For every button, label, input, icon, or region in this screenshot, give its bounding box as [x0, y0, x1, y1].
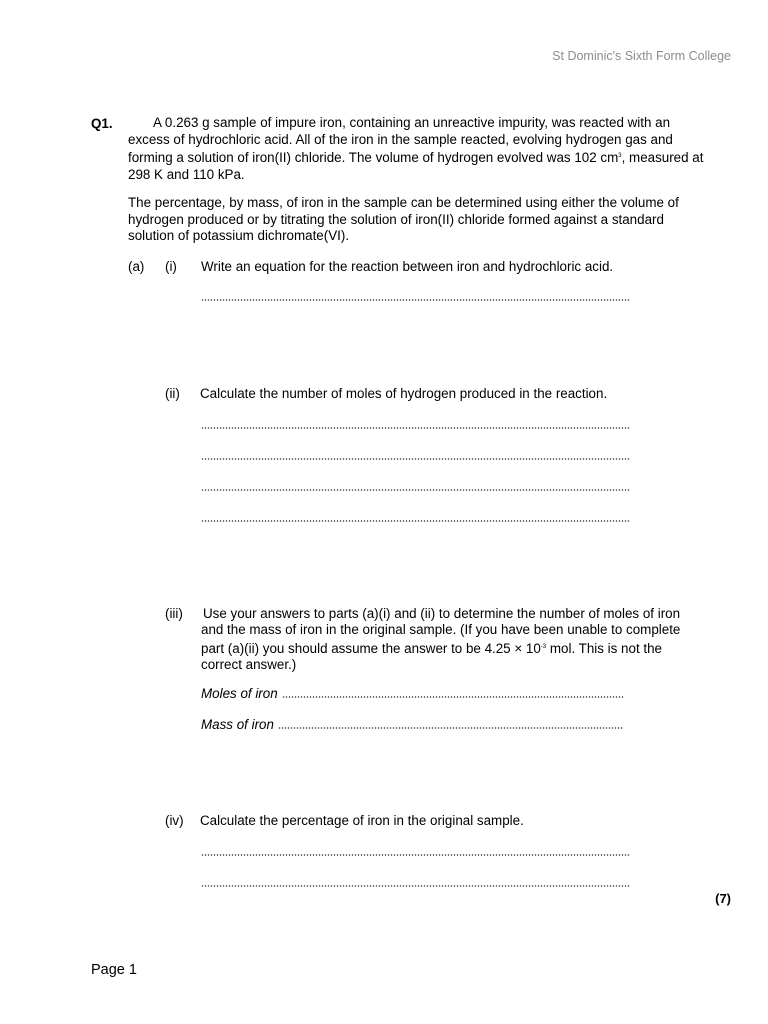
part-a-label: (a): [128, 259, 145, 274]
sub-iii-text: [201, 606, 696, 674]
question-intro: [128, 115, 708, 183]
answer-line-ii-4[interactable]: [201, 520, 630, 522]
intro-superscript: 3: [618, 153, 622, 160]
answer-line-ii-1[interactable]: [201, 427, 630, 429]
question-number: Q1.: [91, 116, 113, 131]
sub-iii-label: (iii): [165, 606, 183, 621]
question-intro-2: The percentage, by mass, of iron in the sample can be determined using either the volume of hydrogen produced or by titrating the solution of iron(II) chloride formed against a standard solution of potassium dichromate(VI).: [128, 195, 679, 244]
mass-of-iron-line[interactable]: [201, 717, 623, 732]
answer-line-iv-1[interactable]: [201, 854, 630, 856]
sub-iv-text: Calculate the percentage of iron in the original sample.: [200, 813, 524, 828]
college-header: St Dominic's Sixth Form College: [552, 49, 731, 63]
intro-text-part1: A 0.263 g sample of impure iron, containing an unreactive impurity, was reacted with an excess of hydrochloric acid. All of the iron in the sample reacted, evolving hydrogen gas and forming a solution of iron(II) chloride. The volume of hydrogen evolved was 102 cm: [128, 115, 673, 166]
mass-of-iron-label: Mass of iron: [201, 717, 274, 732]
sub-i-label: (i): [165, 259, 177, 274]
moles-of-iron-dots[interactable]: [282, 696, 624, 698]
sub-ii-text: Calculate the number of moles of hydrogen produced in the reaction.: [200, 386, 608, 401]
sub-iii-text-part2: mol. This is not the correct answer.): [201, 640, 662, 673]
sub-i-text: Write an equation for the reaction between iron and hydrochloric acid.: [201, 259, 614, 274]
answer-line-ii-2[interactable]: [201, 458, 630, 460]
answer-line-i-1[interactable]: [201, 299, 630, 301]
sub-ii-label: (ii): [165, 386, 180, 401]
sub-iii-superscript: -3: [540, 643, 547, 650]
intro-text-part2: , measured at 298 K and 110 kPa.: [128, 150, 704, 182]
sub-iii-text-part1: Use your answers to parts (a)(i) and (ii) to determine the number of moles of iron and the mass of iron in the original sample. (If you have been unable to complete part (a)(ii) you should assume the answer to be 4.25 × 10: [201, 606, 681, 656]
sub-iv-label: (iv): [165, 813, 184, 828]
answer-line-iv-2[interactable]: [201, 885, 630, 887]
marks-total: (7): [715, 891, 731, 906]
answer-line-ii-3[interactable]: [201, 489, 630, 491]
moles-of-iron-label: Moles of iron: [201, 686, 278, 701]
page-number: Page 1: [91, 962, 137, 978]
mass-of-iron-dots[interactable]: [278, 727, 623, 729]
moles-of-iron-line[interactable]: [201, 686, 624, 701]
